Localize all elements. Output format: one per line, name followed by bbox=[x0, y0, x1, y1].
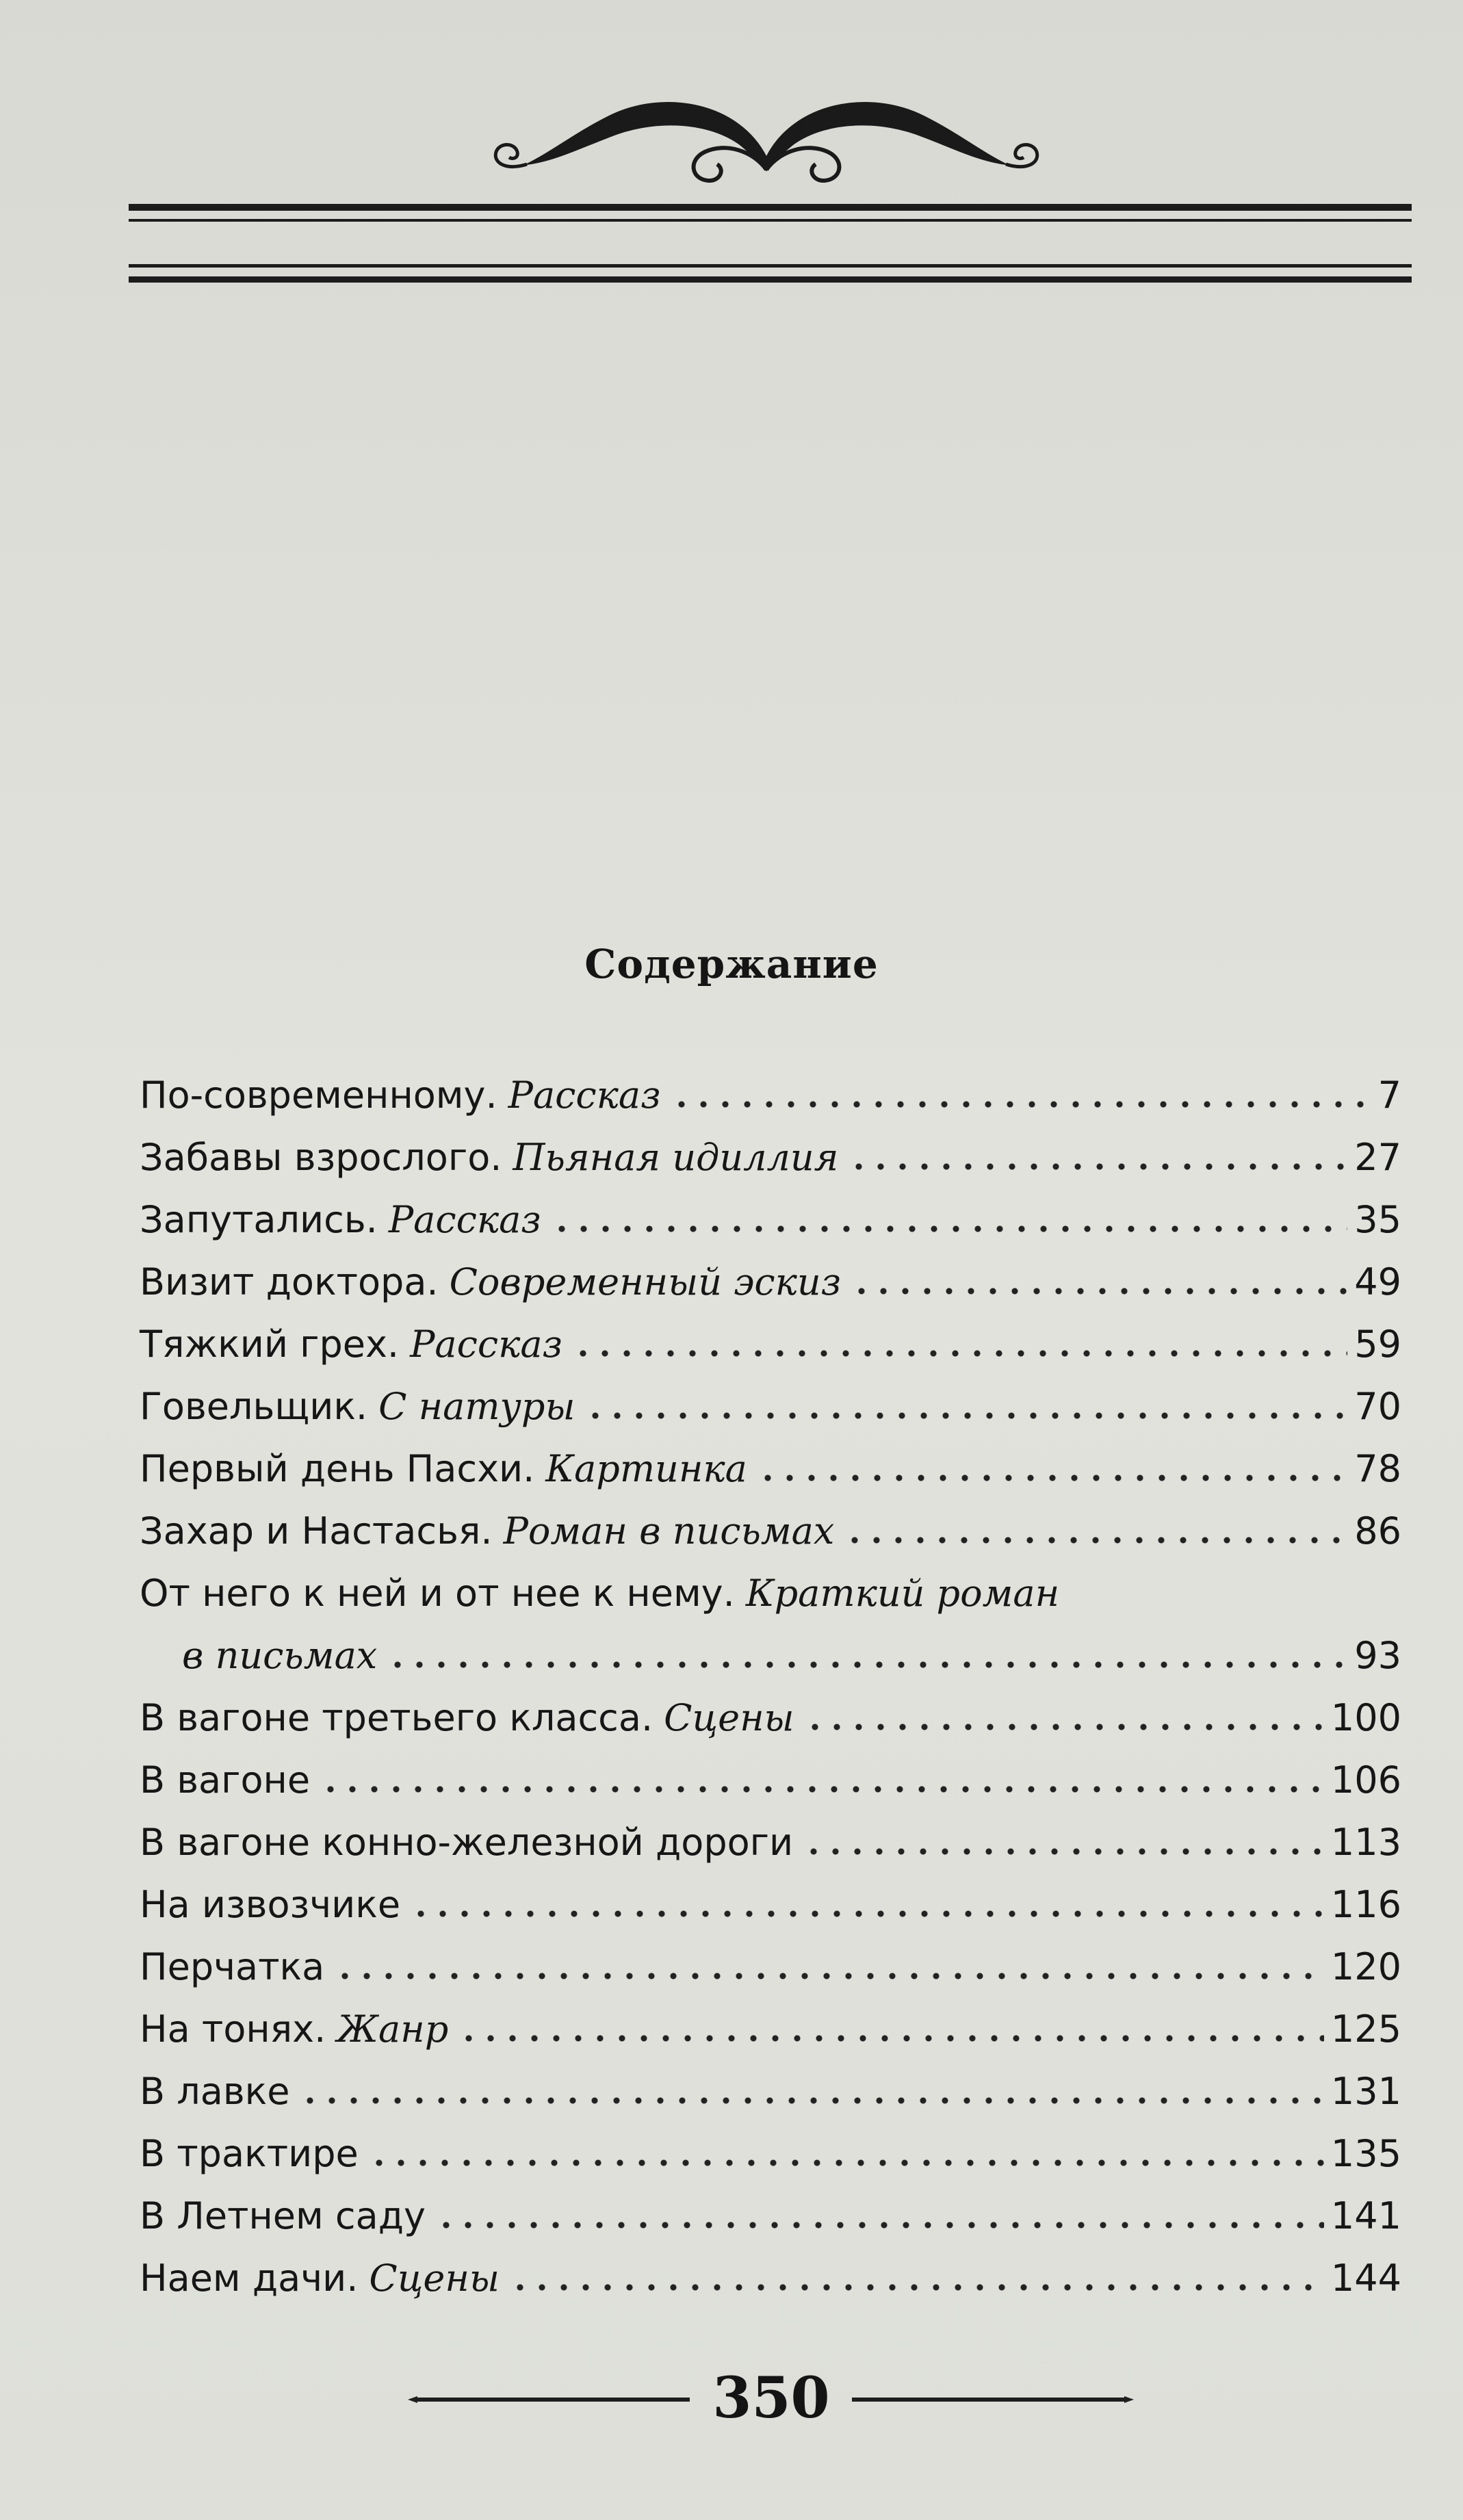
dot-leader bbox=[435, 2218, 1324, 2232]
toc-entry-title: На тонях. bbox=[140, 2008, 326, 2051]
toc-entry-subtitle: Рассказ bbox=[410, 1323, 563, 1366]
dot-leader bbox=[803, 1845, 1324, 1858]
toc-entry-title: По-современному. bbox=[140, 1074, 497, 1117]
toc-entry-subtitle: С натуры bbox=[378, 1385, 575, 1428]
dot-leader bbox=[804, 1720, 1324, 1734]
toc-entry-page: 135 bbox=[1330, 2132, 1401, 2175]
toc-entry[interactable] bbox=[140, 1493, 1401, 1555]
dot-leader bbox=[410, 1907, 1324, 1921]
toc-entry-title: Говельщик. bbox=[140, 1385, 368, 1428]
toc-entry-subtitle: Рассказ bbox=[508, 1074, 661, 1117]
toc-entry-subtitle: Современный эскиз bbox=[449, 1260, 842, 1303]
toc-entry-subtitle: Сцены bbox=[664, 1696, 794, 1739]
toc-entry[interactable] bbox=[140, 1742, 1401, 1804]
toc-entry-title: В вагоне третьего класса. bbox=[140, 1696, 653, 1739]
toc-heading: Содержание bbox=[584, 941, 879, 987]
page-number: 350 bbox=[712, 2365, 830, 2431]
dot-leader bbox=[572, 1347, 1347, 1360]
dot-leader bbox=[757, 1471, 1347, 1485]
toc-entry[interactable] bbox=[140, 1182, 1401, 1244]
toc-entry-page: 86 bbox=[1354, 1509, 1401, 1553]
dot-leader bbox=[671, 1097, 1371, 1111]
toc-entry[interactable] bbox=[140, 1306, 1401, 1368]
toc-entry-subtitle: Сцены bbox=[369, 2257, 500, 2300]
dot-leader bbox=[509, 2281, 1324, 2294]
toc-entry[interactable] bbox=[140, 1680, 1401, 1742]
toc-entry-title: Перчатка bbox=[140, 1945, 325, 1988]
toc-entry-page: 144 bbox=[1330, 2257, 1401, 2300]
toc-entry-page: 100 bbox=[1330, 1696, 1401, 1739]
toc-entry[interactable] bbox=[140, 2178, 1401, 2240]
toc-entry-title: Захар и Настасья. bbox=[140, 1509, 493, 1553]
toc-entry[interactable] bbox=[140, 1244, 1401, 1306]
toc-entry-page: 116 bbox=[1330, 1883, 1401, 1926]
dot-leader bbox=[387, 1658, 1347, 1672]
toc-entry-page: 59 bbox=[1354, 1323, 1401, 1366]
toc-entry[interactable] bbox=[140, 1368, 1401, 1431]
toc-entry-page: 78 bbox=[1354, 1447, 1401, 1490]
page-footer bbox=[0, 2367, 1463, 2429]
toc-entry-title: Первый день Пасхи. bbox=[140, 1447, 535, 1490]
toc-entry-page: 35 bbox=[1354, 1198, 1401, 1241]
dot-leader bbox=[844, 1533, 1347, 1547]
toc-entry-subtitle: Рассказ bbox=[388, 1198, 541, 1241]
toc-entry-title: В трактире bbox=[140, 2132, 359, 2175]
footer-rule-left bbox=[416, 2398, 690, 2402]
toc-entry[interactable] bbox=[140, 1929, 1401, 1991]
toc-entry-page: 120 bbox=[1330, 1945, 1401, 1988]
toc-entry[interactable] bbox=[140, 1119, 1401, 1182]
toc-entry[interactable] bbox=[140, 1431, 1401, 1493]
toc-entry-subtitle: Картинка bbox=[545, 1447, 747, 1490]
dot-leader bbox=[584, 1409, 1347, 1423]
toc-entry-title: Запутались. bbox=[140, 1198, 378, 1241]
header-rule-thick-lower bbox=[129, 276, 1412, 283]
toc-entry-subtitle-cont: в письмах bbox=[182, 1634, 378, 1677]
header-rule-thick bbox=[129, 204, 1412, 211]
footer-rule-right bbox=[852, 2398, 1126, 2402]
header-ornament-icon bbox=[479, 89, 1054, 198]
toc-entry-page: 141 bbox=[1330, 2194, 1401, 2237]
toc-entry-page: 125 bbox=[1330, 2008, 1401, 2051]
toc-entry-title: Забавы взрослого. bbox=[140, 1136, 502, 1179]
toc-entry-continuation[interactable] bbox=[140, 1618, 1401, 1680]
toc-entry[interactable] bbox=[140, 1991, 1401, 2053]
toc-entry-subtitle: Роман в письмах bbox=[503, 1509, 835, 1553]
header-rule-thin-lower bbox=[129, 264, 1412, 268]
toc-entry-page: 49 bbox=[1354, 1260, 1401, 1303]
dot-leader bbox=[334, 1969, 1324, 1983]
toc-entry-page: 113 bbox=[1330, 1821, 1401, 1864]
header-rule-thin bbox=[129, 219, 1412, 222]
table-of-contents bbox=[140, 1057, 1401, 2302]
dot-leader bbox=[851, 1284, 1347, 1298]
dot-leader bbox=[320, 1782, 1324, 1796]
toc-entry-page: 131 bbox=[1330, 2070, 1401, 2113]
toc-entry-page: 70 bbox=[1354, 1385, 1401, 1428]
toc-entry-title: От него к ней и от нее к нему. bbox=[140, 1572, 735, 1615]
toc-entry-page: 7 bbox=[1377, 1074, 1401, 1117]
dot-leader bbox=[368, 2156, 1324, 2170]
toc-entry-subtitle: Краткий роман bbox=[745, 1572, 1060, 1615]
toc-entry-page: 93 bbox=[1354, 1634, 1401, 1677]
toc-entry[interactable] bbox=[140, 1804, 1401, 1867]
toc-entry-title: На извозчике bbox=[140, 1883, 401, 1926]
toc-entry[interactable] bbox=[140, 2240, 1401, 2302]
dot-leader bbox=[551, 1222, 1348, 1236]
toc-entry-title: Визит доктора. bbox=[140, 1260, 439, 1303]
toc-entry-title: Тяжкий грех. bbox=[140, 1323, 400, 1366]
toc-entry[interactable] bbox=[140, 1867, 1401, 1929]
toc-entry[interactable] bbox=[140, 2116, 1401, 2178]
toc-entry-title: Наем дачи. bbox=[140, 2257, 359, 2300]
toc-entry[interactable] bbox=[140, 2053, 1401, 2116]
dot-leader bbox=[848, 1160, 1347, 1173]
dot-leader bbox=[458, 2031, 1324, 2045]
dot-leader bbox=[299, 2094, 1323, 2107]
toc-entry[interactable] bbox=[140, 1057, 1401, 1119]
toc-entry-title: В вагоне конно-железной дороги bbox=[140, 1821, 794, 1864]
toc-entry-page: 106 bbox=[1330, 1758, 1401, 1802]
toc-entry-title: В вагоне bbox=[140, 1758, 311, 1802]
toc-entry-title: В лавке bbox=[140, 2070, 290, 2113]
toc-entry[interactable] bbox=[140, 1555, 1401, 1618]
toc-entry-subtitle: Жанр bbox=[337, 2008, 449, 2051]
toc-entry-title: В Летнем саду bbox=[140, 2194, 426, 2237]
toc-entry-page: 27 bbox=[1354, 1136, 1401, 1179]
toc-entry-subtitle: Пьяная идиллия bbox=[513, 1136, 839, 1179]
